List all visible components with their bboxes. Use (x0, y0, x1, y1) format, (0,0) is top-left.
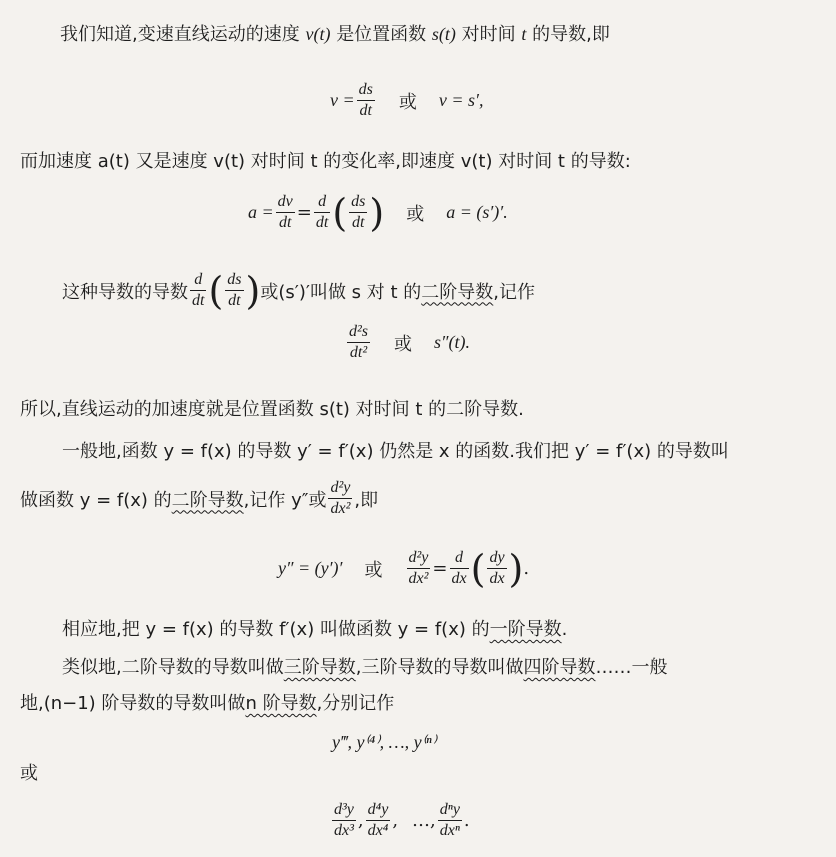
fraction-d2y-dx2: $\frac{\text{d²y}}{\text{dx²}}$ (330, 479, 351, 517)
paragraph-general-cont: 做函数 y = f(x) 的 二阶导数 ,记作 y″或 $\frac{\text{d²y}}{\text{dx²}}$ ,即 (20, 479, 379, 517)
term-nth-derivative: n 阶导数 (245, 693, 317, 714)
equation-higher-prime-notation: y‴, y⁽⁴⁾, …, y⁽ⁿ⁾ (332, 732, 437, 752)
fraction-d-dt-p3: $\frac{d}{dt}$ (192, 271, 205, 309)
term-first-derivative: 一阶导数 (489, 619, 562, 640)
fraction-d3y-dx3: $\frac{\text{d³y}}{\text{dx³}}$ (334, 801, 354, 839)
term-second-derivative: 二阶导数 (421, 281, 494, 303)
fraction-d-dx: $\frac{d}{dx}$ (451, 549, 467, 587)
equation-second-derivative-notation: $\frac{\text{d²s}}{\text{dt²}}$ 或 s″(t). (349, 323, 471, 361)
fraction-dv-dt: $\frac{dv}{dt}$ (277, 193, 293, 231)
word-or: 或 (20, 763, 38, 784)
equation-higher-leibniz-notation: $\frac{\text{d³y}}{\text{dx³}}$ , $\frac{\text{d⁴y}}{\text{dx⁴}}$ , …, $\frac{\text{dⁿy}}{\text{dxⁿ}}$ . (334, 801, 470, 839)
equation-velocity: v = $\frac{ds}{dt}$ 或 v = s′, (330, 81, 484, 119)
paragraph-conclusion: 所以,直线运动的加速度就是位置函数 s(t) 对时间 t 的二阶导数. (20, 399, 524, 420)
paragraph-nth-derivative: 地,(n−1) 阶导数的导数叫做n 阶导数,分别记作 (20, 693, 395, 714)
equation-acceleration: a = $\frac{dv}{dt}$ = $\frac{d}{dt}$ ( $\frac{ds}{dt}$ ) 或 a = (s′)′. (248, 190, 508, 235)
fraction-d4y-dx4: $\frac{\text{d⁴y}}{\text{dx⁴}}$ (367, 801, 389, 839)
term-fourth-derivative: 四阶导数 (523, 657, 596, 678)
fraction-d-dt: $\frac{d}{dt}$ (315, 193, 329, 231)
equation-y-second: y″ = (y′)′ 或 $\frac{\text{d²y}}{\text{dx²}}$ = $\frac{d}{dx}$ ( $\frac{dy}{dx}$ ) . (278, 546, 530, 591)
fraction-d2s-dt2: $\frac{\text{d²s}}{\text{dt²}}$ (349, 323, 369, 361)
fraction-d2y-dx2-eq: $\frac{\text{d²y}}{\text{dx²}}$ (408, 549, 429, 587)
term-second-derivative-2: 二阶导数 (171, 489, 244, 511)
paragraph-velocity: 我们知道,变速直线运动的速度 v(t) 是位置函数 s(t) 对时间 t 的导数,即 (60, 24, 610, 45)
paragraph-second-derivative: 这种导数的导数 $\frac{d}{dt}$ ( $\frac{ds}{dt}$ ) 或(s′)′叫做 s 对 t 的 二阶导数 ,记作 (62, 268, 535, 313)
paragraph-first-derivative: 相应地,把 y = f(x) 的导数 f′(x) 叫做函数 y = f(x) 的一阶导数. (62, 619, 568, 640)
fraction-ds-dt-inner: $\frac{ds}{dt}$ (351, 193, 366, 231)
paragraph-general: 一般地,函数 y = f(x) 的导数 y′ = f′(x) 仍然是 x 的函数.我们把 y′ = f′(x) 的导数叫 (62, 441, 729, 462)
fraction-ds-dt-p3: $\frac{ds}{dt}$ (227, 271, 242, 309)
fraction-dny-dxn: $\frac{\text{dⁿy}}{\text{dxⁿ}}$ (439, 801, 460, 839)
fraction-dy-dx: $\frac{dy}{dx}$ (489, 549, 505, 587)
paragraph-acceleration: 而加速度 a(t) 又是速度 v(t) 对时间 t 的变化率,即速度 v(t) 对时间 t 的导数: (20, 151, 631, 172)
paragraph-higher-derivatives: 类似地,二阶导数的导数叫做三阶导数,三阶导数的导数叫做四阶导数……一般 (62, 657, 668, 678)
fraction-ds-dt: $\frac{ds}{dt}$ (358, 81, 373, 119)
term-third-derivative: 三阶导数 (283, 657, 356, 678)
